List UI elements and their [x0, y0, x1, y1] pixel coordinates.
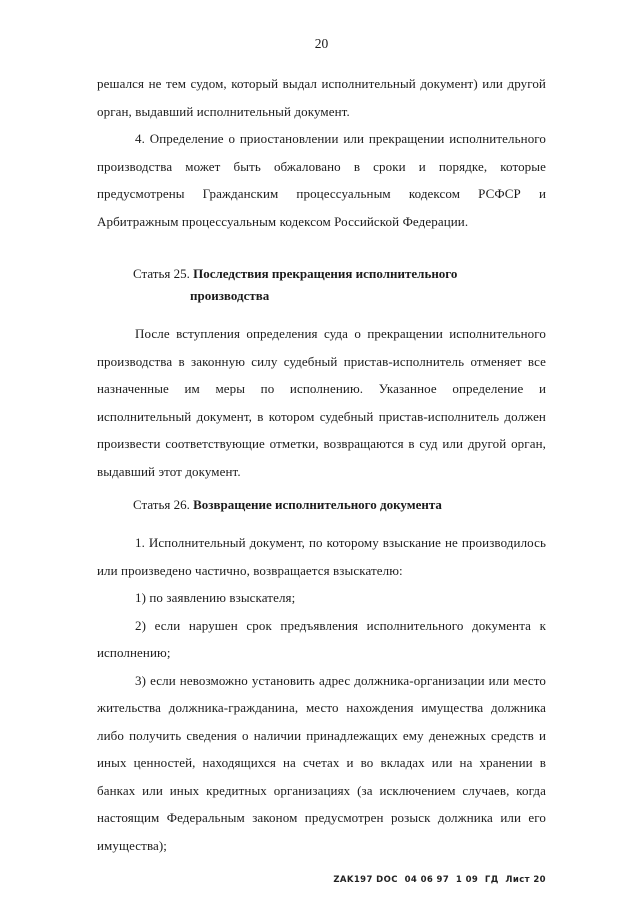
article-25-heading — [97, 263, 546, 307]
article-25-label: Статья 25. — [133, 266, 190, 281]
article-26-heading — [97, 494, 546, 516]
document-footer-stamp: ZAK197 DOC 04 06 97 1 09 ГД Лист 20 — [333, 875, 546, 885]
article-25-title-line1: Последствия прекращения исполнительного — [193, 266, 458, 281]
list-item-1: 1) по заявлению взыскателя; — [135, 590, 296, 605]
list-item-3: 3) если невозможно установить адрес должника-организации или место жительства должника-гражданина, место нахождения имущества должника либо получить сведения о наличии принадлежащих ему денежных средств и иных ценностей, находящихся на счетах и во вкладах или на хранении в банках или иных кредитных организациях (за исключением случаев, когда настоящим Федеральным законом предусмотрен розыск должника или его имущества); — [97, 672, 546, 853]
article-26-label: Статья 26. — [133, 497, 190, 512]
paragraph-article-25-text: После вступления определения суда о прекращении исполнительного производства в законную силу судебный пристав-исполнитель отменяет все назначенные им меры по исполнению. Указанное определение и исполнительный документ, в котором судебный пристав-исполнитель должен произвести соответствующие отметки, возвращаются в суд или другой орган, выдавший этот документ. — [97, 326, 546, 479]
article-25-title-line2: производства — [190, 288, 270, 303]
paragraph-clause-4: 4. Определение о приостановлении или прекращении исполнительного производства может быть обжаловано в сроки и порядке, которые предусмотрены Гражданским процессуальным кодексом РСФСР и Арбитражным процессуальным кодексом Российской Федерации. — [97, 131, 546, 229]
list-item-2: 2) если нарушен срок предъявления исполнительного документа к исполнению; — [97, 617, 546, 660]
article-26-title: Возвращение исполнительного документа — [193, 497, 442, 512]
paragraph-continued-from-previous-page: решался не тем судом, который выдал исполнительный документ) или другой орган, выдавший исполнительный документ. — [97, 76, 546, 119]
page-number: 20 — [314, 36, 329, 51]
paragraph-article-26-clause-1: 1. Исполнительный документ, по которому взыскание не производилось или произведено частично, возвращается взыскателю: — [97, 535, 546, 578]
